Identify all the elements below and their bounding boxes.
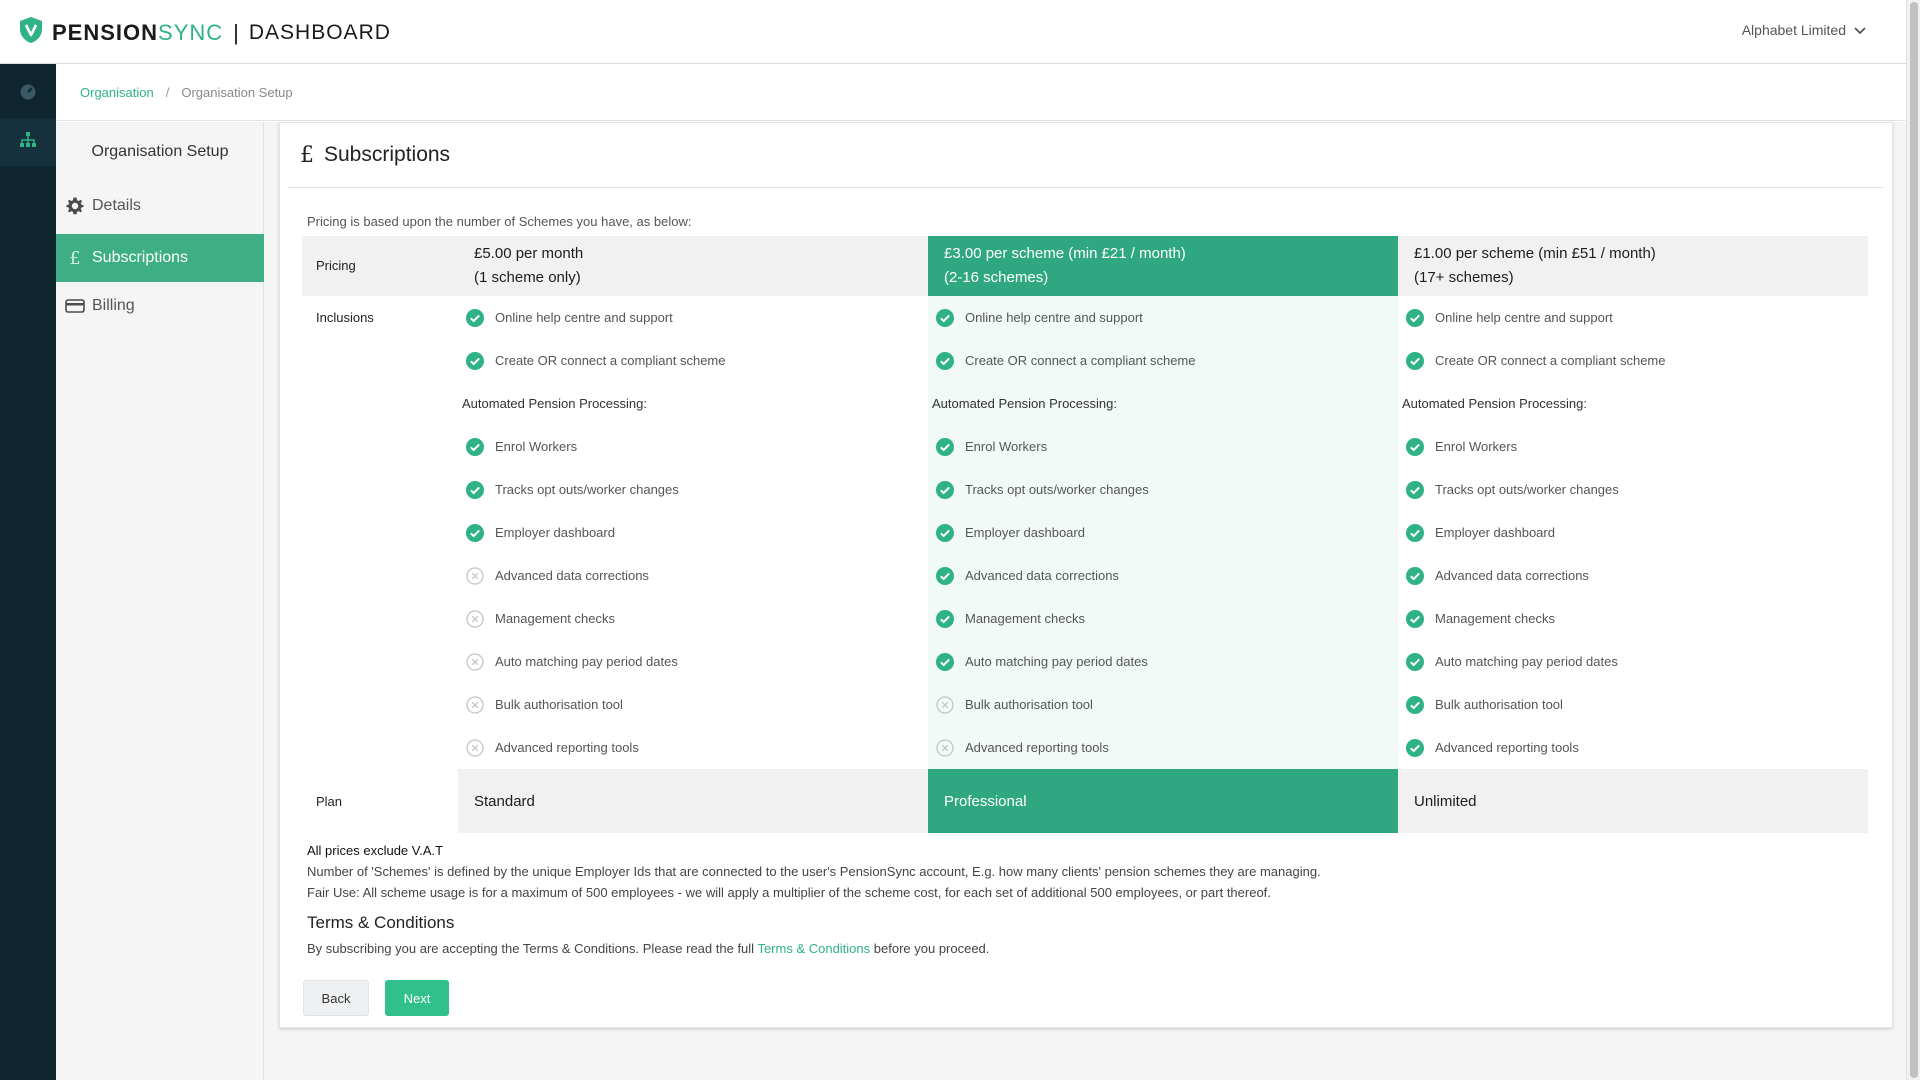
nav-organisation[interactable] [0,118,56,166]
nav-dashboard[interactable] [0,70,56,118]
processing-label: Auto matching pay period dates [495,654,678,669]
cross-circle-icon [466,696,484,714]
breadcrumb [56,65,1906,121]
brand-name-bold: PENSION [52,19,159,45]
processing-item [1398,554,1868,597]
processing-item [458,511,928,554]
processing-label: Employer dashboard [1435,525,1555,540]
plan-price-line2: (2-16 schemes) [944,269,1049,286]
row-label-pricing: Pricing [302,236,458,296]
inclusion-item [928,339,1398,382]
breadcrumb-separator: / [165,85,170,100]
processing-label: Bulk authorisation tool [495,697,623,712]
cross-circle-icon [466,739,484,757]
sidebar-item-subscriptions[interactable] [56,234,264,282]
processing-item [928,511,1398,554]
sidebar-item-label: Subscriptions [92,249,189,266]
processing-item [928,726,1398,769]
processing-label: Management checks [965,611,1085,626]
plan-name[interactable]: Standard [458,769,928,833]
plan-column-unlimited [1398,236,1868,833]
check-circle-icon [936,352,954,370]
main-nav-rail [0,64,56,1080]
inclusion-label: Create OR connect a compliant scheme [495,353,726,368]
inclusion-item [1398,296,1868,339]
processing-label: Auto matching pay period dates [1435,654,1618,669]
plan-price [928,236,1398,296]
processing-item [928,597,1398,640]
breadcrumb-current: Organisation Setup [181,85,293,100]
check-circle-icon [1406,739,1424,757]
row-labels-spacer [302,339,458,769]
check-circle-icon [936,610,954,628]
check-circle-icon [936,653,954,671]
processing-item [1398,597,1868,640]
check-circle-icon [936,524,954,542]
row-label-plan: Plan [316,793,343,809]
pricing-notes [307,840,1321,903]
page-scrollbar[interactable] [1906,0,1920,1080]
top-header [0,0,1906,64]
processing-item [1398,425,1868,468]
terms-link[interactable]: Terms & Conditions [757,941,871,956]
shield-logo-icon [18,16,44,49]
vat-note: All prices exclude V.A.T [307,843,444,858]
breadcrumb-organisation-link[interactable]: Organisation [80,85,154,100]
plan-inclusions [458,296,928,769]
processing-item [928,683,1398,726]
scrollbar-thumb[interactable] [1910,2,1918,1078]
check-circle-icon [1406,438,1424,456]
processing-label: Advanced data corrections [495,568,649,583]
chevron-down-icon [1846,22,1866,38]
plan-price-line1: £1.00 per scheme (min £51 / month) [1414,245,1656,262]
check-circle-icon [936,309,954,327]
processing-label: Management checks [1435,611,1555,626]
dashboard-gauge-icon [19,83,37,106]
inclusion-item [458,339,928,382]
processing-item [928,554,1398,597]
processing-label: Tracks opt outs/worker changes [495,482,679,497]
plan-price-line2: (1 scheme only) [474,269,581,286]
check-circle-icon [1406,696,1424,714]
setup-sidebar [56,122,264,1080]
terms-text-before: By subscribing you are accepting the Terms & Conditions. Please read the full [307,941,758,956]
sidebar-item-label: Billing [92,297,135,314]
processing-label: Enrol Workers [495,439,578,454]
processing-heading: Automated Pension Processing: [932,396,1117,411]
brand-name-accent: SYNC [158,19,224,45]
sidebar-title: Organisation Setup [91,143,229,160]
brand-logo[interactable] [18,16,391,49]
inclusion-label: Online help centre and support [495,310,673,325]
processing-label: Advanced data corrections [965,568,1119,583]
processing-item [1398,468,1868,511]
cross-circle-icon [466,567,484,585]
processing-item [928,640,1398,683]
processing-label: Management checks [495,611,615,626]
terms-title: Terms & Conditions [307,913,455,932]
check-circle-icon [936,438,954,456]
card-header [288,123,1884,188]
processing-label: Bulk authorisation tool [965,697,1093,712]
fair-use-note: Fair Use: All scheme usage is for a maximum of 500 employees - we will apply a multiplier of the scheme cost, for each set of additional 500 employees, or part thereof. [307,885,1271,900]
processing-heading: Automated Pension Processing: [462,396,647,411]
processing-item [1398,511,1868,554]
cross-circle-icon [466,610,484,628]
check-circle-icon [466,524,484,542]
processing-label: Tracks opt outs/worker changes [1435,482,1619,497]
inclusion-item [928,296,1398,339]
processing-label: Employer dashboard [965,525,1085,540]
processing-label: Bulk authorisation tool [1435,697,1563,712]
plan-price [1398,236,1868,296]
processing-item [458,683,928,726]
inclusion-label: Online help centre and support [1435,310,1613,325]
row-labels-column [302,236,458,833]
processing-item [1398,726,1868,769]
processing-item [458,425,928,468]
processing-item [458,554,928,597]
processing-label: Advanced reporting tools [965,740,1109,755]
brand-separator: | [233,19,239,45]
row-label-inclusions: Inclusions [316,310,374,325]
plan-price-line1: £5.00 per month [474,245,584,262]
processing-label: Enrol Workers [1435,439,1518,454]
processing-item [1398,683,1868,726]
section-title: DASHBOARD [248,20,391,44]
next-button[interactable]: Next [385,980,449,1016]
processing-label: Employer dashboard [495,525,615,540]
processing-label: Tracks opt outs/worker changes [965,482,1149,497]
cross-circle-icon [936,696,954,714]
inclusion-item [458,296,928,339]
sidebar-item-label: Details [92,197,141,214]
check-circle-icon [466,481,484,499]
processing-label: Advanced reporting tools [495,740,639,755]
processing-label: Enrol Workers [965,439,1048,454]
terms-text-after: before you proceed. [870,941,990,956]
processing-item [928,468,1398,511]
subscriptions-card [279,122,1893,1028]
inclusion-label: Create OR connect a compliant scheme [965,353,1196,368]
inclusion-label: Create OR connect a compliant scheme [1435,353,1666,368]
check-circle-icon [1406,610,1424,628]
check-circle-icon [466,438,484,456]
organisation-dropdown[interactable] [1742,22,1866,38]
page-title: Subscriptions [324,143,451,166]
processing-item [1398,640,1868,683]
plan-price-line2: (17+ schemes) [1414,269,1514,286]
pricing-intro: Pricing is based upon the number of Schemes you have, as below: [307,214,692,229]
processing-item [458,468,928,511]
schemes-definition-note: Number of 'Schemes' is defined by the unique Employer Ids that are connected to the user's PensionSync account, E.g. how many clients' pension schemes they are managing. [307,864,1321,879]
gear-icon [64,195,86,217]
processing-label: Advanced data corrections [1435,568,1589,583]
processing-item [458,640,928,683]
plan-column-professional [928,236,1398,833]
cross-circle-icon [466,653,484,671]
processing-label: Auto matching pay period dates [965,654,1148,669]
plan-inclusions [928,296,1398,769]
inclusion-item [1398,339,1868,382]
processing-label: Advanced reporting tools [1435,740,1579,755]
processing-heading: Automated Pension Processing: [1402,396,1587,411]
cross-circle-icon [936,739,954,757]
check-circle-icon [1406,481,1424,499]
check-circle-icon [1406,567,1424,585]
plan-name[interactable]: Professional [928,769,1398,833]
plan-price-line1: £3.00 per scheme (min £21 / month) [944,245,1186,262]
check-circle-icon [466,309,484,327]
processing-item [458,726,928,769]
credit-card-icon [64,295,86,317]
processing-item [458,597,928,640]
sidebar-item-billing[interactable] [56,282,264,330]
plan-inclusions [1398,296,1868,769]
back-button[interactable]: Back [303,980,369,1016]
plan-column-standard [458,236,928,833]
check-circle-icon [936,567,954,585]
pound-icon: £ [69,247,81,269]
processing-item [928,425,1398,468]
plan-price [458,236,928,296]
check-circle-icon [1406,653,1424,671]
plan-name[interactable]: Unlimited [1398,769,1868,833]
organisation-name: Alphabet Limited [1741,22,1846,38]
check-circle-icon [1406,524,1424,542]
inclusion-label: Online help centre and support [965,310,1143,325]
check-circle-icon [466,352,484,370]
terms-text [307,941,989,956]
org-tree-icon [19,131,37,154]
check-circle-icon [1406,352,1424,370]
sidebar-item-details[interactable] [56,182,264,230]
check-circle-icon [936,481,954,499]
brand-name [52,20,223,46]
check-circle-icon [1406,309,1424,327]
pound-icon: £ [300,142,314,168]
